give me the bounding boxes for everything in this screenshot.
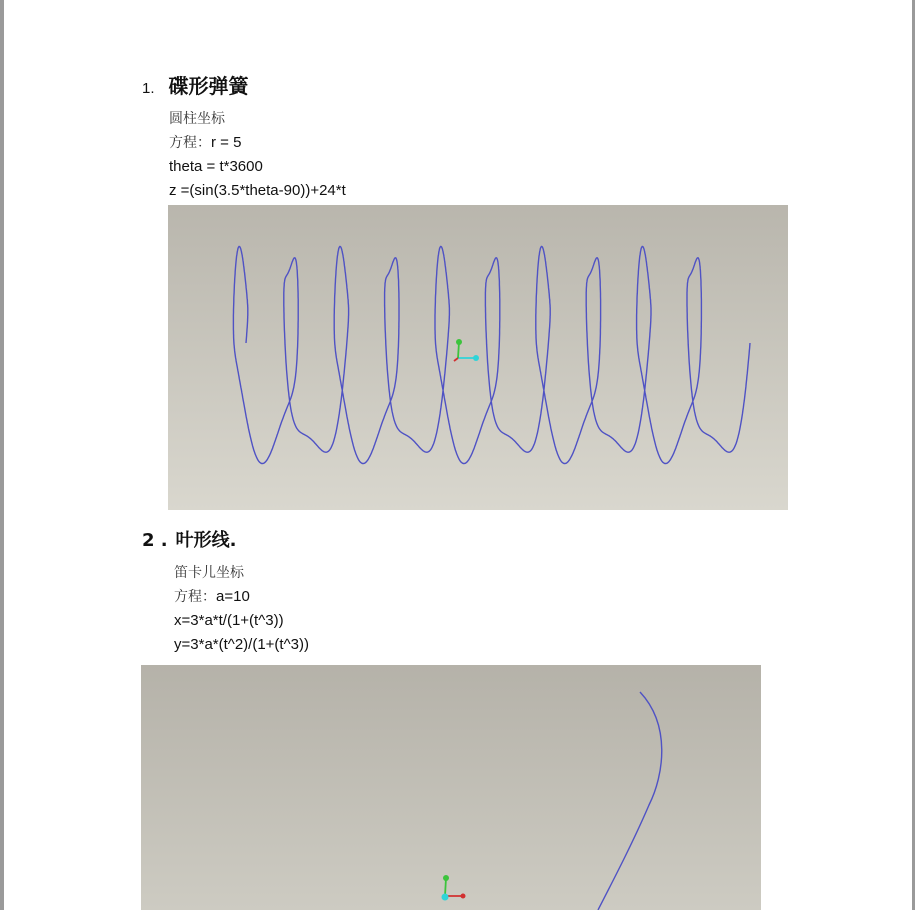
equation-prefix: 方程：: [174, 589, 216, 605]
section-2-equations: [174, 561, 309, 657]
coordinate-system-label: 圆柱坐标: [169, 111, 225, 127]
equation-r: r = 5: [211, 134, 242, 151]
section-1-heading: [142, 70, 249, 99]
section-1-equations: [169, 107, 346, 203]
equation-x: x=3*a*t/(1+(t^3)): [174, 612, 284, 629]
equation-y: y=3*a*(t^2)/(1+(t^3)): [174, 636, 309, 653]
equation-line: [174, 585, 309, 609]
section-2-number: 2 .: [142, 530, 168, 551]
equation-a: a=10: [216, 588, 250, 605]
equation-prefix: 方程：: [169, 135, 211, 151]
folium-render: [141, 665, 761, 910]
cad-viewport-spring: [168, 205, 788, 510]
coordinate-system-label: 笛卡儿坐标: [174, 565, 244, 581]
section-1-title: 碟形弹簧: [168, 74, 249, 98]
spring-render: [168, 205, 788, 510]
page-left-edge: [0, 0, 4, 910]
section-2-heading: [142, 526, 236, 552]
cad-viewport-folium: [141, 665, 761, 910]
viewport-background: [141, 665, 761, 910]
section-2-title: 叶形线.: [175, 530, 237, 551]
equation-line: [169, 131, 346, 155]
section-1-number: 1.: [142, 80, 155, 97]
equation-theta: theta = t*3600: [169, 158, 263, 175]
equation-z: z =(sin(3.5*theta-90))+24*t: [169, 182, 346, 199]
